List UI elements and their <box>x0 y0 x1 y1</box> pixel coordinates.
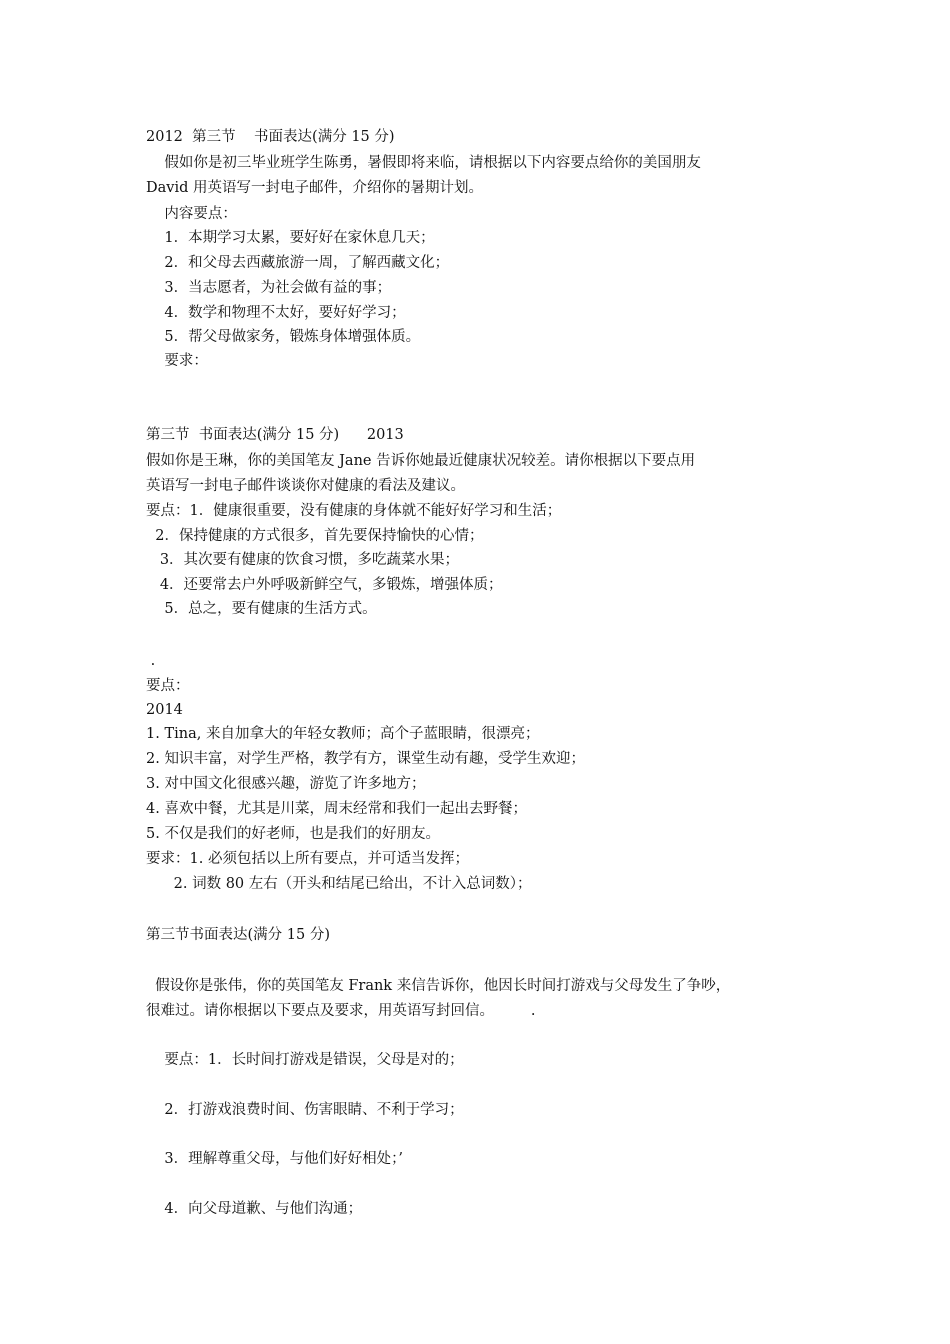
section-2013-title: 第三节 书面表达(满分 15 分) 2013 <box>146 427 404 443</box>
section-4-point-3: 3．理解尊重父母，与他们好好相处；’ <box>146 1151 404 1167</box>
section-2012-point-1: 1．本期学习太累，要好好在家休息几天； <box>146 230 435 246</box>
section-2012-requirements-label: 要求： <box>146 353 208 369</box>
section-2014-point-1: 1. Tina, 来自加拿大的年轻女教师；高个子蓝眼睛，很漂亮； <box>146 726 540 742</box>
section-2012-intro-line-1: 假如你是初三毕业班学生陈勇，暑假即将来临，请根据以下内容要点给你的美国朋友 <box>146 155 701 171</box>
section-2013-point-3: 3．其次要有健康的饮食习惯，多吃蔬菜水果； <box>146 552 460 568</box>
section-4-intro-line-1: 假设你是张伟，你的英国笔友 Frank 来信告诉你，他因长时间打游戏与父母发生了争吵， <box>146 978 731 994</box>
section-2013-point-4: 4．还要常去户外呼吸新鲜空气，多锻炼，增强体质； <box>146 577 503 593</box>
section-2014-requirement-1: 要求：1. 必须包括以上所有要点，并可适当发挥； <box>146 851 469 867</box>
section-2014-point-4: 4. 喜欢中餐，尤其是川菜，周末经常和我们一起出去野餐； <box>146 801 527 817</box>
section-2014-year: 2014 <box>146 702 183 718</box>
section-2013-point-2: 2．保持健康的方式很多，首先要保持愉快的心情； <box>146 528 484 544</box>
section-2014-point-5: 5. 不仅是我们的好老师，也是我们的好朋友。 <box>146 826 440 842</box>
section-2013-intro-line-1: 假如你是王琳，你的美国笔友 Jane 告诉你她最近健康状况较差。请你根据以下要点用 <box>146 453 696 469</box>
section-2013-point-5: 5．总之，要有健康的生活方式。 <box>146 601 377 617</box>
section-2012-intro-line-2: David 用英语写一封电子邮件，介绍你的暑期计划。 <box>146 180 483 196</box>
section-2012-point-3: 3．当志愿者，为社会做有益的事； <box>146 280 392 296</box>
section-2012-title: 2012 第三节 书面表达(满分 15 分) <box>146 129 395 145</box>
section-2013-point-1: 要点：1．健康很重要，没有健康的身体就不能好好学习和生活； <box>146 503 562 519</box>
section-4-point-1: 要点：1．长时间打游戏是错误，父母是对的； <box>146 1052 464 1068</box>
section-2012-points-label: 内容要点： <box>146 206 237 222</box>
section-4-intro-line-2: 很难过。请你根据以下要点及要求，用英语写封回信。 . <box>146 1003 536 1019</box>
section-4-point-2: 2．打游戏浪费时间、伤害眼睛、不利于学习； <box>146 1102 464 1118</box>
section-2012-point-2: 2．和父母去西藏旅游一周，了解西藏文化； <box>146 255 450 271</box>
section-2014-requirement-2: 2. 词数 80 左右（开头和结尾已给出，不计入总词数）； <box>146 876 532 892</box>
section-2014-points-label: 要点： <box>146 678 190 694</box>
section-2014-point-3: 3. 对中国文化很感兴趣，游览了许多地方； <box>146 776 426 792</box>
section-2014-point-2: 2. 知识丰富，对学生严格，教学有方，课堂生动有趣，受学生欢迎； <box>146 751 585 767</box>
section-4-title: 第三节书面表达(满分 15 分) <box>146 927 330 943</box>
stray-dot: . <box>146 653 156 669</box>
section-2012-point-5: 5．帮父母做家务，锻炼身体增强体质。 <box>146 329 421 345</box>
section-2013-intro-line-2: 英语写一封电子邮件谈谈你对健康的看法及建议。 <box>146 478 465 494</box>
section-4-point-4: 4．向父母道歉、与他们沟通； <box>146 1201 363 1217</box>
section-2012-point-4: 4．数学和物理不太好，要好好学习； <box>146 305 406 321</box>
